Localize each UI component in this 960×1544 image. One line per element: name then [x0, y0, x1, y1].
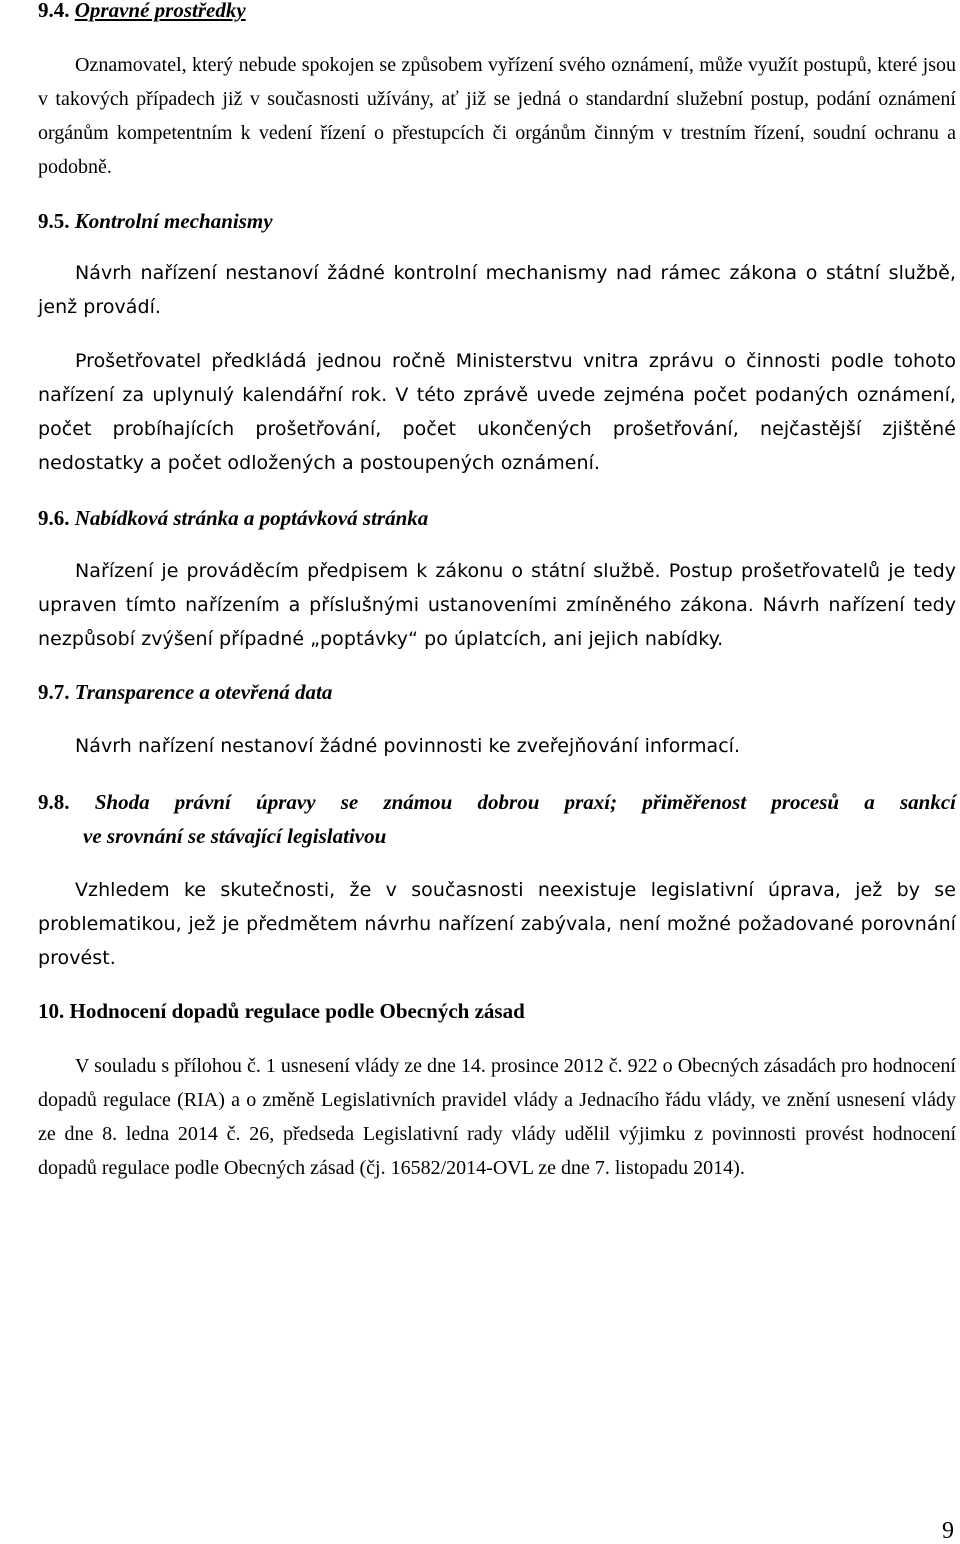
heading-title-continued: ve srovnání se stávající legislativou	[83, 824, 387, 848]
heading-number: 9.4.	[38, 0, 70, 22]
heading-9-4	[38, 0, 956, 24]
paragraph-9-8-1: Vzhledem ke skutečnosti, že v současnosti neexistuje legislativní úprava, jež by se problematikou, jež je předmětem návrhu nařízení zabývala, není možné požadované porovnání provést.	[38, 879, 956, 969]
heading-9-7	[38, 678, 956, 706]
heading-9-8-line1	[38, 788, 956, 816]
heading-title: Opravné prostředky	[74, 0, 246, 22]
heading-9-6	[38, 504, 956, 532]
paragraph-9-5-2: Prošetřovatel předkládá jednou ročně Ministerstvu vnitra zprávu o činnosti podle tohoto nařízení za uplynulý kalendářní rok. V této zprávě uvede zejména počet podaných oznámení, počet probíhajících prošetřování, počet ukončených prošetřování, nejčastější zjištěné nedostatky a počet odložených a postoupených oznámení.	[38, 350, 956, 474]
heading-title: Transparence a otevřená data	[74, 680, 333, 704]
heading-9-5	[38, 207, 956, 235]
page-number: 9	[942, 1518, 954, 1544]
heading-title: Kontrolní mechanismy	[74, 209, 273, 233]
paragraph-10-1: V souladu s přílohou č. 1 usnesení vlády ze dne 14. prosince 2012 č. 922 o Obecných zásadách pro hodnocení dopadů regulace (RIA) a o změně Legislativních pravidel vlády a Jednacího řádu vlády, ve znění usnesení vlády ze dne 8. ledna 2014 č. 26, předseda Legislativní rady vlády udělil výjimku z povinnosti provést hodnocení dopadů regulace podle Obecných zásad (čj. 16582/2014-OVL ze dne 7. listopadu 2014).	[38, 1055, 956, 1179]
paragraph-9-6-1: Nařízení je prováděcím předpisem k zákonu o státní službě. Postup prošetřovatelů je tedy upraven tímto nařízením a příslušnými ustanoveními zmíněného zákona. Návrh nařízení tedy nezpůsobí zvýšení případné „poptávky“ po úplatcích, ani jejich nabídky.	[38, 560, 956, 650]
heading-number: 9.8.	[38, 790, 70, 814]
heading-title: Nabídková stránka a poptávková stránka	[74, 506, 429, 530]
paragraph-9-5-1: Návrh nařízení nestanoví žádné kontrolní mechanismy nad rámec zákona o státní službě, jenž provádí.	[38, 262, 956, 318]
heading-9-8-line2	[83, 822, 953, 850]
paragraph-9-7-1: Návrh nařízení nestanoví žádné povinnosti ke zveřejňování informací.	[75, 735, 741, 757]
heading-number: 9.7.	[38, 680, 70, 704]
heading-title: Shoda právní úpravy se známou dobrou praxí; přiměřenost procesů a sankcí	[94, 790, 956, 814]
heading-title: Hodnocení dopadů regulace podle Obecných zásad	[69, 999, 525, 1023]
heading-number: 9.6.	[38, 506, 70, 530]
heading-10	[38, 997, 956, 1025]
heading-number: 9.5.	[38, 209, 70, 233]
paragraph-9-4-1: Oznamovatel, který nebude spokojen se způsobem vyřízení svého oznámení, může využít postupů, které jsou v takových případech již v současnosti užívány, ať již se jedná o standardní služební postup, podání oznámení orgánům kompetentním k vedení řízení o přestupcích či orgánům činným v trestním řízení, soudní ochranu a podobně.	[38, 54, 956, 178]
heading-number: 10.	[38, 999, 65, 1023]
